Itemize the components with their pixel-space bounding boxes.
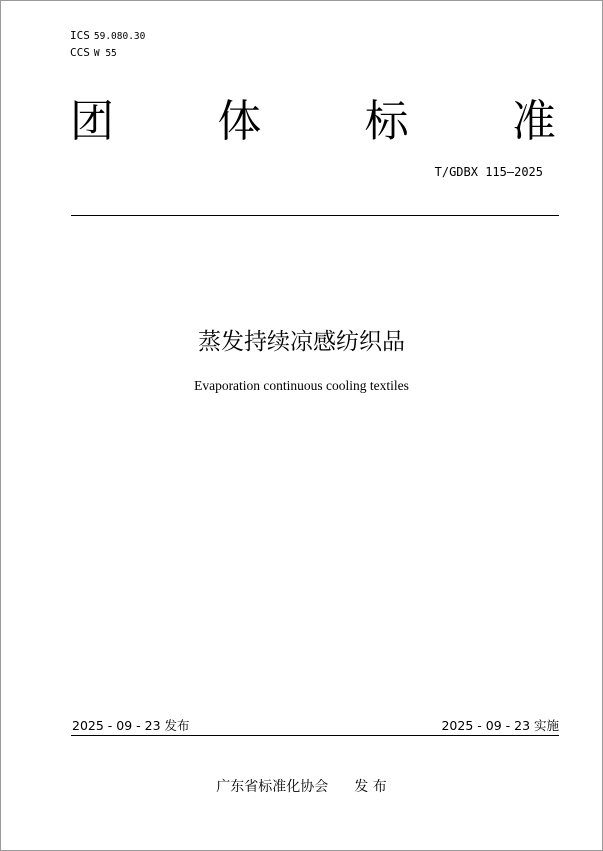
document-title-chinese: 蒸发持续凉感纺织品 [198,329,405,355]
standard-type-heading [70,96,556,148]
bottom-divider [71,735,559,736]
ics-code: 59.080.30 [93,31,146,42]
document-title-english: Evaporation continuous cooling textiles [194,378,409,393]
ccs-label: CCS [70,46,90,59]
standard-number: T/GDBX 115—2025 [434,165,543,179]
top-divider [71,215,559,216]
standard-type-char: 体 [217,96,262,147]
publisher-line [0,776,603,796]
classification-codes [70,28,145,62]
ccs-code: W 55 [93,48,117,59]
issue-date: 2025 - 09 - 23 发布 [72,718,190,733]
ccs-line [70,45,145,62]
ics-label: ICS [70,29,90,42]
standard-type-char: 标 [364,96,409,147]
publisher-name: 广东省标准化协会 [216,779,329,795]
implementation-date: 2025 - 09 - 23 实施 [441,718,559,733]
standard-type-char: 准 [511,96,556,147]
ics-line [70,28,145,45]
publisher-action: 发 布 [354,779,387,795]
standard-type-char: 团 [70,96,114,147]
